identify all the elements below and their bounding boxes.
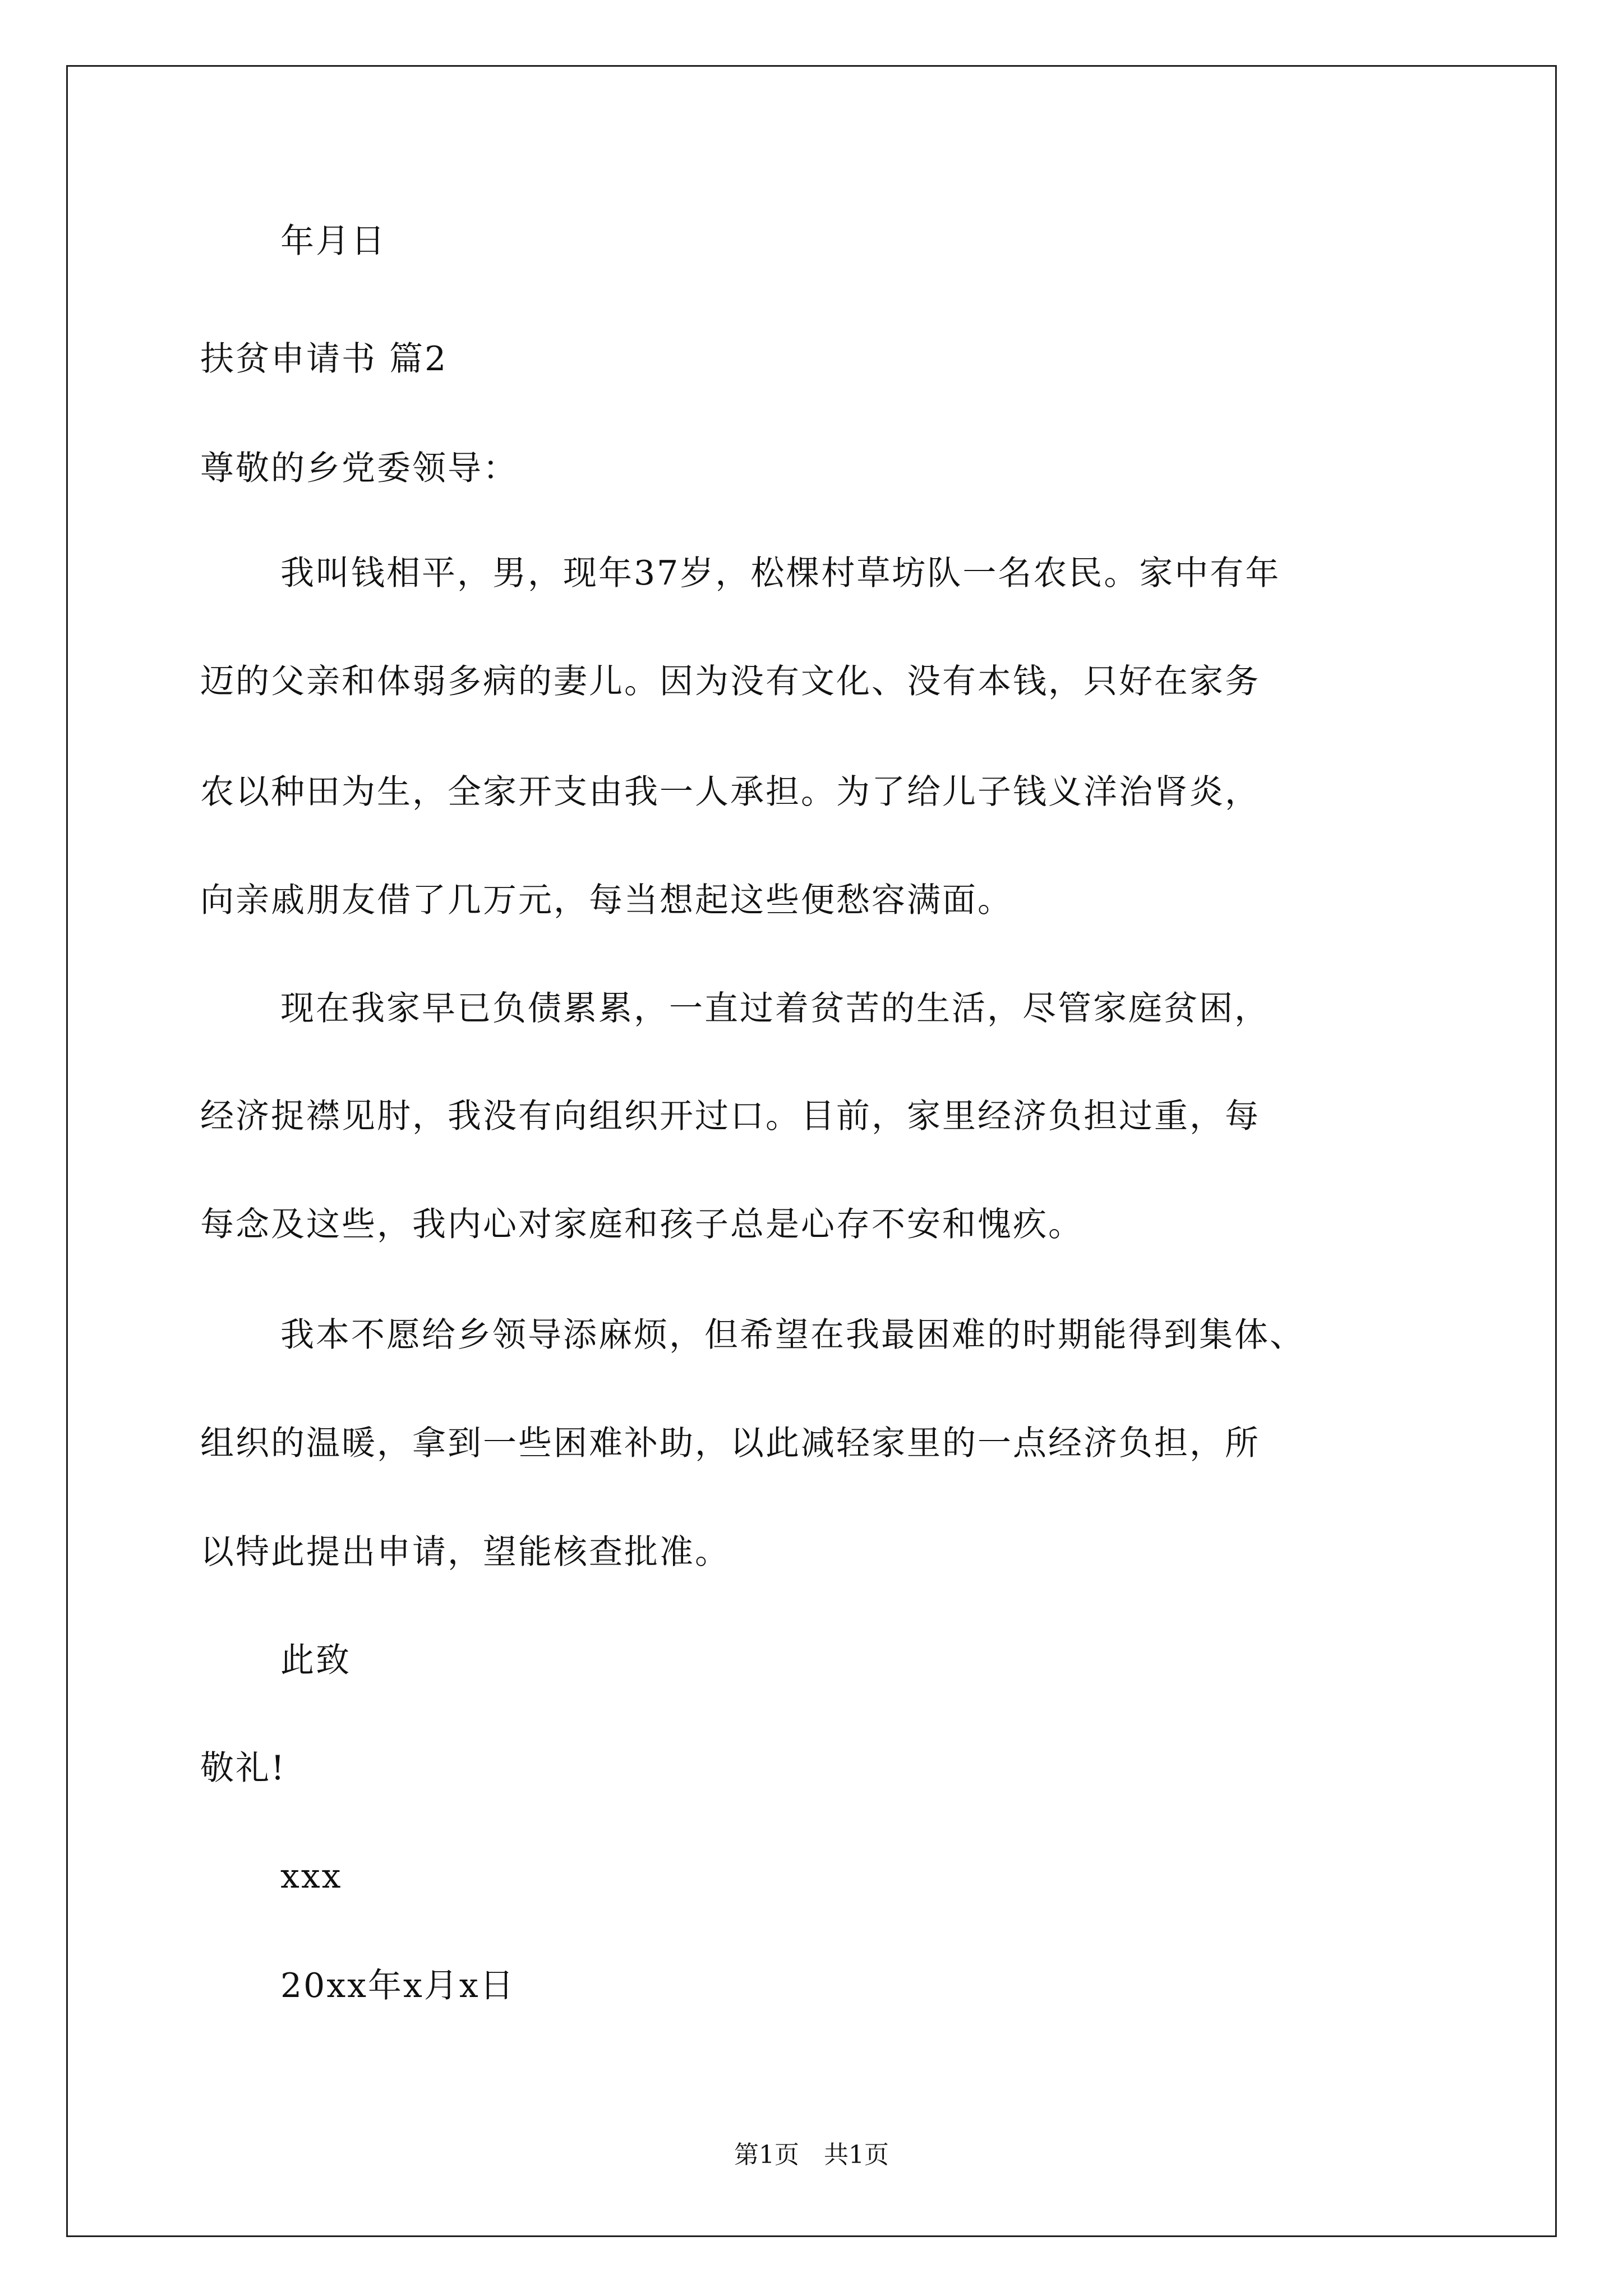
document-title: 扶贫申请书 篇2 xyxy=(200,339,448,379)
page-footer: 第1页 共1页 xyxy=(734,2141,889,2169)
closing-jing-li: 敬礼! xyxy=(200,1749,287,1788)
body-paragraph-3-line-1: 我本不愿给乡领导添麻烦，但希望在我最困难的时期能得到集体、 xyxy=(280,1315,1305,1355)
date-placeholder: 年月日 xyxy=(280,222,386,261)
signature-date: 20xx年x月x日 xyxy=(280,1966,515,2005)
closing-ci-zhi: 此致 xyxy=(280,1641,351,1680)
body-paragraph-2-line-1: 现在我家早已负债累累，一直过着贫苦的生活，尽管家庭贫困， xyxy=(280,989,1270,1028)
page-border xyxy=(66,65,1557,2237)
body-paragraph-3-line-2: 组织的温暖，拿到一些困难补助，以此减轻家里的一点经济负担，所 xyxy=(200,1424,1260,1463)
body-paragraph-1-line-3: 农以种田为生，全家开支由我一人承担。为了给儿子钱义洋治肾炎， xyxy=(200,772,1260,812)
body-paragraph-1-line-4: 向亲戚朋友借了几万元，每当想起这些便愁容满面。 xyxy=(200,881,1013,920)
signature-name: xxx xyxy=(280,1857,343,1896)
body-paragraph-1-line-2: 迈的父亲和体弱多病的妻儿。因为没有文化、没有本钱，只好在家务 xyxy=(200,662,1260,701)
body-paragraph-3-line-3: 以特此提出申请，望能核查批准。 xyxy=(200,1533,730,1572)
body-paragraph-2-line-3: 每念及这些，我内心对家庭和孩子总是心存不安和愧疚。 xyxy=(200,1205,1083,1244)
body-paragraph-1-line-1: 我叫钱相平，男，现年37岁，松棵村草坊队一名农民。家中有年 xyxy=(280,554,1281,593)
body-paragraph-2-line-2: 经济捉襟见肘，我没有向组织开过口。目前，家里经济负担过重，每 xyxy=(200,1097,1260,1136)
salutation: 尊敬的乡党委领导： xyxy=(200,449,518,488)
